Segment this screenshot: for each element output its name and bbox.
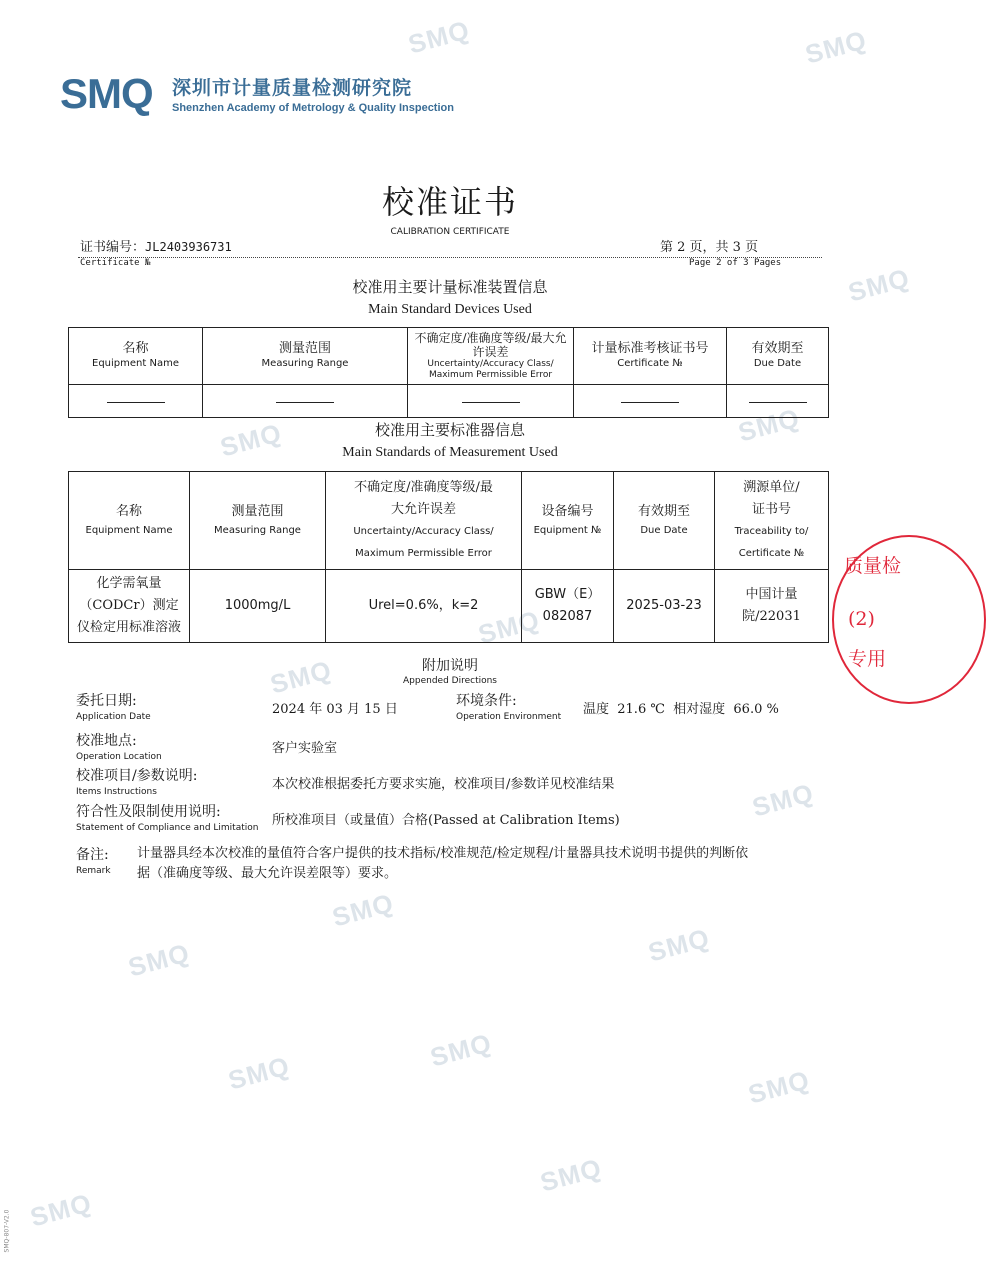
watermark-text: SMQ: [405, 14, 473, 60]
table-header-row: [69, 472, 829, 570]
empty-cell: [727, 385, 829, 418]
header-cell: 计量标准考核证书号 Certificate №: [574, 328, 727, 385]
header-divider: [78, 257, 822, 258]
empty-cell: [574, 385, 727, 418]
instructions-label: 校准项目/参数说明:: [76, 768, 198, 784]
remark-label-en: Remark: [76, 866, 111, 876]
footer-code: SMQ-807-V2.0: [3, 1209, 11, 1253]
watermark-text: SMQ: [645, 922, 713, 968]
stamp-text-3: 专用: [848, 648, 887, 670]
standard-name-cell: 化学需氧量（CODCr）测定仪检定用标准溶液: [69, 570, 190, 643]
devices-table: [68, 327, 829, 418]
standard-uncertainty-cell: Urel=0.6%，k=2: [326, 570, 522, 643]
org-name-en: Shenzhen Academy of Metrology & Quality Inspection: [172, 102, 454, 114]
remark-line-1: 计量器具经本次校准的量值符合客户提供的技术指标/校准规范/检定规程/计量器具技术说明书提供的判断依: [137, 846, 749, 861]
stamp-text-1: 质量检: [844, 555, 902, 577]
header-cell: 不确定度/准确度等级/最大允许误差 Uncertainty/Accuracy Class/ Maximum Permissible Error: [326, 472, 522, 570]
cert-no-value: JL2403936731: [145, 240, 232, 254]
org-logo: SMQ: [60, 70, 153, 117]
standards-table: [68, 471, 829, 643]
stamp-text-2: (2): [848, 608, 875, 630]
empty-cell: [69, 385, 203, 418]
header-cell: 溯源单位/证书号 Traceability to/ Certificate №: [715, 472, 829, 570]
watermark-text: SMQ: [537, 1152, 605, 1198]
application-date-value: 2024 年 03 月 15 日: [272, 702, 398, 717]
watermark-text: SMQ: [329, 887, 397, 933]
devices-section-subtitle: Main Standard Devices Used: [368, 302, 532, 317]
standard-due-date-cell: 2025-03-23: [614, 570, 715, 643]
header-cell: 名称 Equipment Name: [69, 328, 203, 385]
header-cell: 测量范围 Measuring Range: [190, 472, 326, 570]
location-value: 客户实验室: [272, 741, 338, 756]
compliance-value: 所校准项目（或量值）合格(Passed at Calibration Items): [272, 813, 620, 828]
location-label-en: Operation Location: [76, 752, 162, 762]
header-cell: 有效期至 Due Date: [614, 472, 715, 570]
instructions-value: 本次校准根据委托方要求实施，校准项目/参数详见校准结果: [272, 777, 615, 792]
watermark-text: SMQ: [845, 262, 913, 308]
watermark-text: SMQ: [735, 402, 803, 448]
page-subtitle: CALIBRATION CERTIFICATE: [390, 227, 510, 237]
seal-stamp: [832, 535, 986, 704]
application-date-label: 委托日期:: [76, 693, 137, 709]
watermark-text: SMQ: [745, 1064, 813, 1110]
page-title: 校准证书: [381, 183, 518, 221]
standards-section-subtitle: Main Standards of Measurement Used: [342, 445, 558, 460]
watermark-text: SMQ: [225, 1050, 293, 1096]
page-info-en: Page 2 of 3 Pages: [689, 258, 782, 268]
environment-label: 环境条件:: [456, 693, 517, 709]
watermark-text: SMQ: [475, 604, 543, 650]
empty-cell: [203, 385, 408, 418]
page-info: 第 2 页，共 3 页: [660, 240, 759, 255]
standards-section-title: 校准用主要标准器信息: [374, 421, 525, 439]
compliance-label-en: Statement of Compliance and Limitation: [76, 823, 259, 833]
environment-label-en: Operation Environment: [456, 712, 562, 722]
watermark-text: SMQ: [27, 1187, 95, 1233]
appended-subtitle: Appended Directions: [403, 676, 497, 686]
watermark-text: SMQ: [125, 937, 193, 983]
watermark-text: SMQ: [802, 24, 870, 70]
compliance-label: 符合性及限制使用说明:: [76, 804, 221, 820]
cert-no-label-cn: 证书编号：: [80, 240, 146, 255]
environment-value: 温度 21.6 ℃ 相对湿度 66.0 %: [583, 702, 779, 717]
location-label: 校准地点:: [76, 733, 137, 749]
standard-equipment-no-cell: GBW（E）082087: [522, 570, 614, 643]
remark-label: 备注:: [76, 847, 109, 863]
cert-no-label-en: Certificate №: [80, 258, 151, 268]
application-date-label-en: Application Date: [76, 712, 151, 722]
table-header-row: [69, 328, 829, 385]
empty-cell: [408, 385, 574, 418]
remark-line-2: 据（准确度等级、最大允许误差限等）要求。: [137, 866, 398, 881]
watermark-text: SMQ: [749, 777, 817, 823]
standard-range-cell: 1000mg/L: [190, 570, 326, 643]
appended-title: 附加说明: [422, 658, 478, 674]
table-row: [69, 570, 829, 643]
watermark-text: SMQ: [217, 417, 285, 463]
org-name-cn: 深圳市计量质量检测研究院: [172, 77, 413, 99]
table-row: [69, 385, 829, 418]
devices-section-title: 校准用主要计量标准装置信息: [352, 278, 548, 296]
header-cell: 测量范围 Measuring Range: [203, 328, 408, 385]
watermark-text: SMQ: [427, 1027, 495, 1073]
watermark-text: SMQ: [267, 654, 335, 700]
header-cell: 设备编号 Equipment №: [522, 472, 614, 570]
standard-traceability-cell: 中国计量院/22031: [715, 570, 829, 643]
header-cell: 有效期至 Due Date: [727, 328, 829, 385]
header-cell: 不确定度/准确度等级/最大允许误差 Uncertainty/Accuracy Class/ Maximum Permissible Error: [408, 328, 574, 385]
cert-no-label: [80, 241, 232, 254]
instructions-label-en: Items Instructions: [76, 787, 157, 797]
header-cell: 名称 Equipment Name: [69, 472, 190, 570]
